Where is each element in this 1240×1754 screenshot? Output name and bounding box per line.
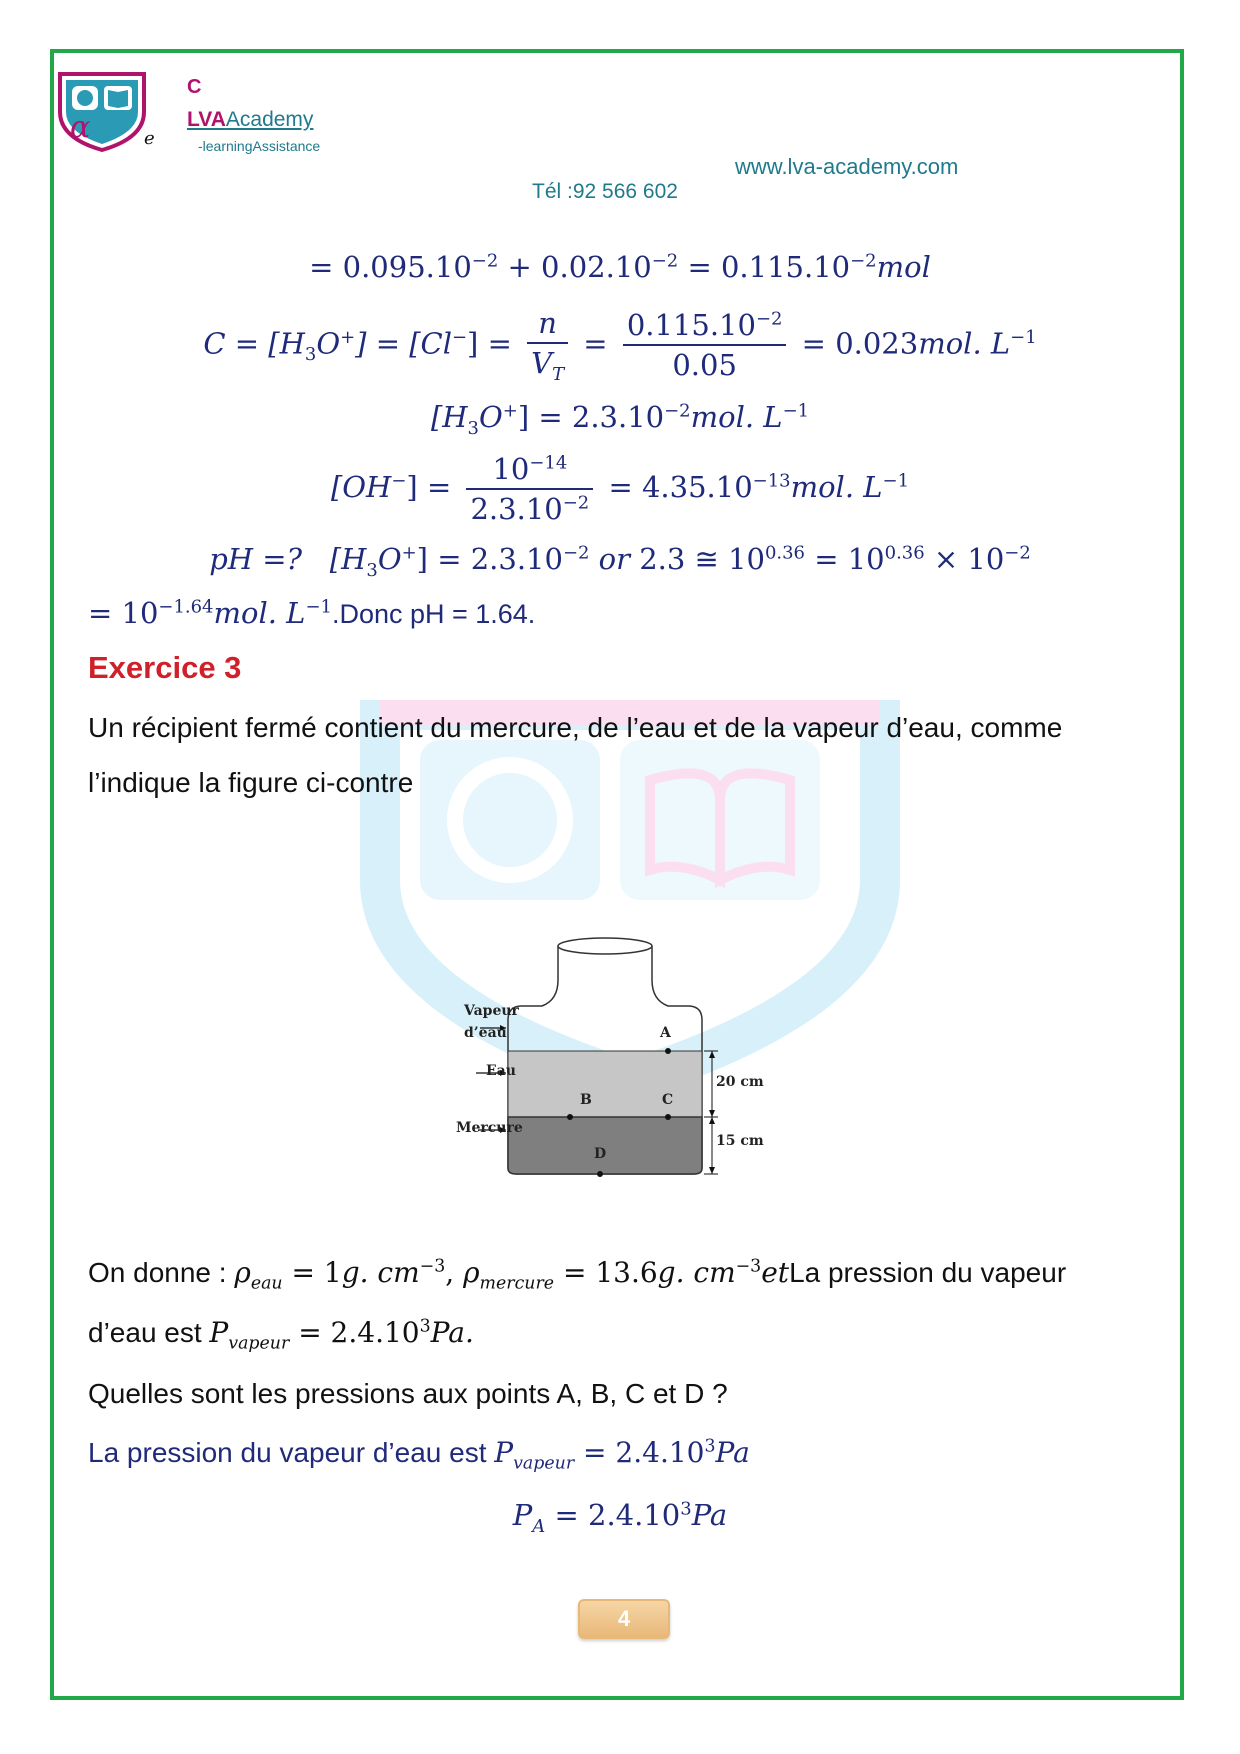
equation-line-1: = $0.095.10^{-2} + 0.02.10^{-2} = 0.115.10^{-2}mol$	[309, 250, 931, 284]
phone-number: Tél :92 566 602	[532, 180, 678, 203]
question-text: Quelles sont les pressions aux points A, B, C et D ?	[88, 1378, 728, 1409]
label-vapeur: Vapeur d’eau	[464, 1003, 519, 1041]
fraction-ke-over-h3o: $\frac{10^{-14}}{2.3.10^{-2}}$	[466, 452, 593, 526]
page-number-badge: 4	[578, 1599, 670, 1639]
statement-line-2: l’indique la figure ci-contre	[88, 767, 414, 798]
dimension-mercury: 15 cm	[716, 1133, 764, 1149]
pressure-a-line: $P_A = 2.4.10^3Pa$	[512, 1498, 728, 1537]
point-c: C	[662, 1092, 674, 1108]
given-data-line-1: On donne : $\rho_{eau} = 1g$. $cm^{-3}$, $\rho_{mercure} = 13.6g$. $cm^{-3}etLa$ pression du vapeur	[88, 1256, 1067, 1294]
equation-line-6: = $10^{-1.64}mol$. $L^{-1}.Donc$ pH = 1.64.	[88, 596, 536, 630]
brand-c: C	[187, 76, 202, 98]
point-a: A	[660, 1025, 671, 1041]
equation-line-2: $C = [H_3O^+] = [Cl^-]$ = $\frac{n}{V_T}$ = $\frac{0.115.10^{-2}}{0.05}$ = 0.023mol. $L^{-1}$	[203, 306, 1037, 385]
logo-e: e	[144, 128, 155, 149]
fraction-n-over-vt: $\frac{n}{V_T}$	[527, 306, 568, 385]
exercise-title: Exercice 3	[88, 650, 242, 685]
equation-line-4: [OH−] = $\frac{10^{-14}}{2.3.10^{-2}}$ = $4.35.10^{-13}mol$. $L^{-1}$	[330, 452, 910, 526]
statement-line-1: Un récipient fermé contient du mercure, de l’eau et de la vapeur d’eau, comme	[88, 712, 1063, 743]
brand-subtitle: -learningAssistance	[198, 138, 321, 154]
dimension-water: 20 cm	[716, 1074, 764, 1090]
point-d: D	[594, 1146, 607, 1162]
given-data-line-2: d’eau est $P_{vapeur} = 2.4.10^3Pa$.	[88, 1316, 474, 1354]
label-eau: Eau	[486, 1063, 516, 1079]
equation-line-3: $[H_3O^+] = 2.3.10^{-2}mol$. $L^{-1}$	[430, 400, 810, 439]
equation-line-5: pH =? $[H_3O^+] = 2.3.10^{-2}$ or 2.3 ≅ $10^{0.36} = 10^{0.36} \times 10^{-2}$	[209, 542, 1031, 581]
container-figure	[440, 928, 790, 1188]
answer-line: La pression du vapeur d’eau est $P_{vapeur} = 2.4.10^3Pa$	[88, 1436, 750, 1474]
fraction-quantity-over-volume: $\frac{0.115.10^{-2}}{0.05}$	[623, 308, 787, 382]
point-b: B	[580, 1092, 592, 1108]
logo-alpha: α	[70, 110, 91, 145]
brand-academy: Academy	[225, 108, 314, 131]
label-mercure: Mercure	[456, 1120, 523, 1136]
brand-name	[187, 108, 313, 132]
website-link[interactable]: www.lva-academy.com	[735, 154, 959, 179]
brand-lva: LVA	[187, 108, 226, 131]
